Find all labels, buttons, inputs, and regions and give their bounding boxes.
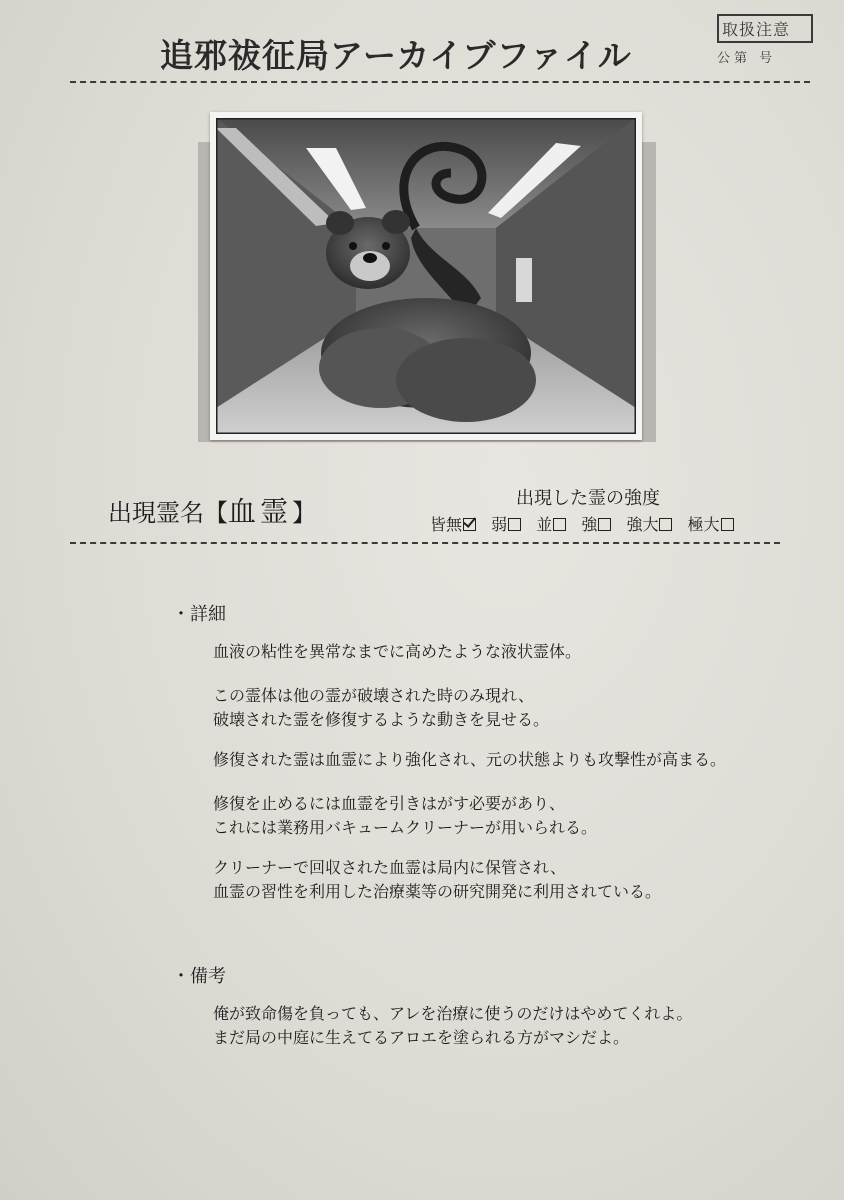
- checkbox-empty-icon: [598, 518, 611, 531]
- intensity-level-average: [536, 512, 566, 535]
- details-line: 修復された霊は血霊により強化され、元の状態よりも攻撃性が高まる。: [213, 750, 726, 769]
- stamp-main-text: 取扱注意: [717, 14, 813, 43]
- details-paragraph: [213, 856, 661, 904]
- intensity-level-mighty: [626, 512, 672, 535]
- intensity-title: 出現した霊の強度: [516, 488, 660, 509]
- intensity-level-label: 強: [581, 515, 598, 534]
- details-line: 破壊された霊を修復するような動きを見せる。: [213, 710, 550, 729]
- details-paragraph: [213, 684, 549, 732]
- checkbox-empty-icon: [553, 518, 566, 531]
- header-divider: [70, 81, 810, 83]
- intensity-level-label: 皆無: [430, 515, 463, 534]
- evidence-photo: [198, 112, 656, 444]
- confidential-stamp: [717, 14, 813, 70]
- details-paragraph: [213, 640, 581, 664]
- checkbox-empty-icon: [508, 518, 521, 531]
- details-line: 血霊の習性を利用した治療薬等の研究開発に利用されている。: [213, 882, 662, 901]
- bracket-open: 【: [204, 499, 228, 527]
- checkbox-empty-icon: [659, 518, 672, 531]
- details-paragraph: [213, 792, 597, 840]
- document-title: 追邪祓征局アーカイブファイル: [160, 36, 632, 75]
- details-line: クリーナーで回収された血霊は局内に保管され、: [213, 858, 566, 877]
- checkbox-checked-icon: [463, 518, 476, 531]
- teddy-bear-photo-image: [216, 118, 636, 434]
- intensity-level-weak: [491, 512, 521, 535]
- intensity-level-label: 強大: [626, 515, 659, 534]
- intensity-level-none: [430, 512, 476, 535]
- section-divider: [70, 542, 780, 544]
- remarks-paragraph: [213, 1002, 692, 1050]
- intensity-level-label: 並: [536, 515, 553, 534]
- details-paragraph: [213, 748, 726, 772]
- remarks-line: 俺が致命傷を負っても、アレを治療に使うのだけはやめてくれよ。: [213, 1004, 693, 1023]
- details-line: この霊体は他の霊が破壊された時のみ現れ、: [213, 686, 534, 705]
- spirit-name: 血霊: [228, 495, 293, 528]
- details-line: 修復を止めるには血霊を引きはがす必要があり、: [213, 794, 566, 813]
- intensity-level-strong: [581, 512, 611, 535]
- intensity-level-label: 極大: [687, 515, 720, 534]
- remarks-heading: ・備考: [172, 966, 226, 987]
- details-line: これには業務用バキュームクリーナーが用いられる。: [213, 818, 598, 837]
- intensity-level-extreme: [688, 512, 734, 535]
- intensity-checklist: [430, 512, 744, 535]
- bracket-close: 】: [292, 499, 317, 527]
- spirit-label-prefix: 出現霊名: [108, 499, 204, 527]
- checkbox-empty-icon: [721, 518, 734, 531]
- spirit-name-label: [108, 490, 316, 530]
- remarks-line: まだ局の中庭に生えてるアロエを塗られる方がマシだよ。: [213, 1028, 630, 1047]
- details-heading: ・詳細: [172, 604, 226, 625]
- details-line: 血液の粘性を異常なまでに高めたような液状霊体。: [213, 642, 582, 661]
- photo-frame: [210, 112, 642, 440]
- intensity-level-label: 弱: [491, 515, 508, 534]
- stamp-sub-text: 公第 号: [717, 51, 777, 66]
